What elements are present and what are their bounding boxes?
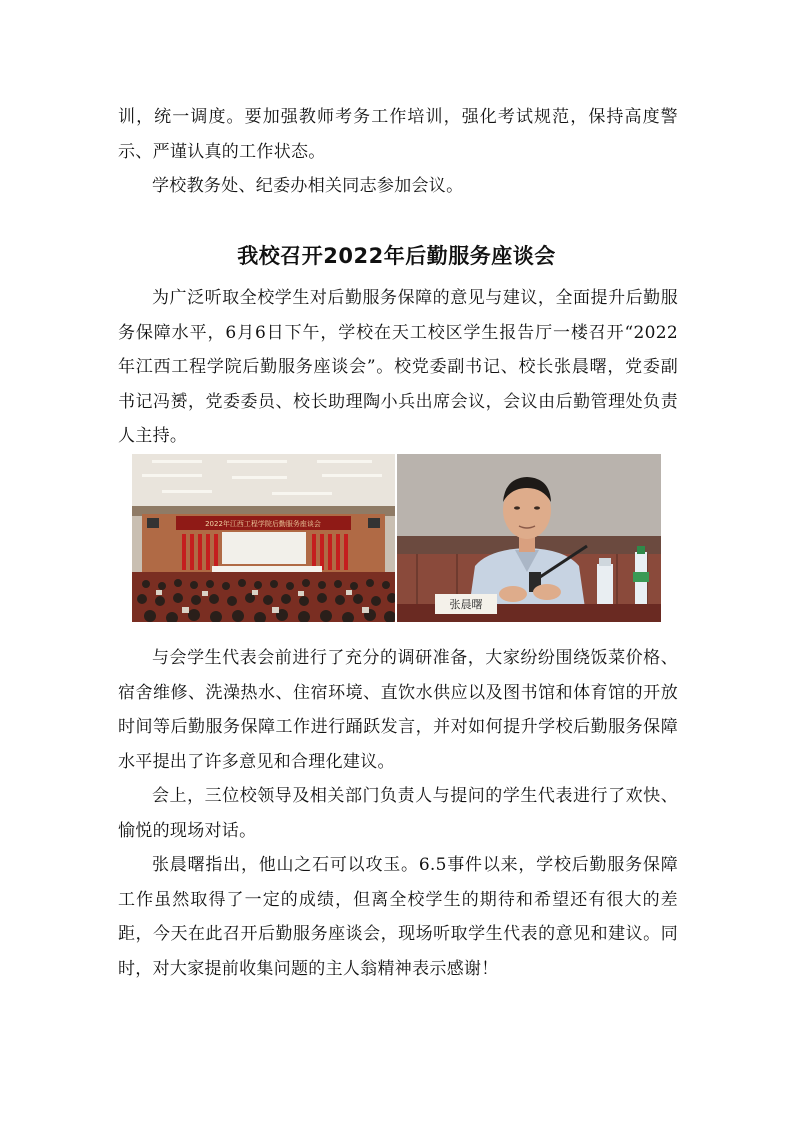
article-title: 我校召开2022年后勤服务座谈会 (237, 244, 556, 268)
paragraph-speech: 张晨曙指出，他山之石可以攻玉。6.5事件以来，学校后勤服务保障工作虽然取得了一定的成绩，但离全校学生的期待和希望还有很大的差距，今天在此召开后勤服务座谈会，现场听取学生代表的意见和建议。同时，对大家提前收集问题的主人翁精神表示感谢！ (118, 855, 678, 979)
photo-meeting-hall (132, 454, 395, 622)
paragraph-student-feedback: 与会学生代表会前进行了充分的调研准备，大家纷纷围绕饭菜价格、宿舍维修、洗澡热水、住宿环境、直饮水供应以及图书馆和体育馆的开放时间等后勤服务保障工作进行踊跃发言，并对如何提升学校后勤服务保障水平提出了许多意见和合理化建议。 (118, 648, 678, 772)
paragraph-attendees: 学校教务处、纪委办相关同志参加会议。 (152, 176, 464, 196)
hall-banner-text: 2022年江西工程学院后勤服务座谈会 (205, 520, 321, 528)
paragraph-dialogue: 会上，三位校领导及相关部门负责人与提问的学生代表进行了欢快、愉悦的现场对话。 (118, 786, 678, 841)
photo-speaker (397, 454, 661, 622)
name-plate-text: 张晨曙 (449, 598, 483, 611)
paragraph-continued: 训，统一调度。要加强教师考务工作培训，强化考试规范，保持高度警示、严谨认真的工作状态。 (118, 107, 678, 162)
paragraph-intro: 为广泛听取全校学生对后勤服务保障的意见与建议，全面提升后勤服务保障水平，6月6日下午，学校在天工校区学生报告厅一楼召开“2022年江西工程学院后勤服务座谈会”。校党委副书记、校长张晨曙，党委副书记冯赟，党委委员、校长助理陶小兵出席会议，会议由后勤管理处负责人主持。 (118, 288, 678, 446)
